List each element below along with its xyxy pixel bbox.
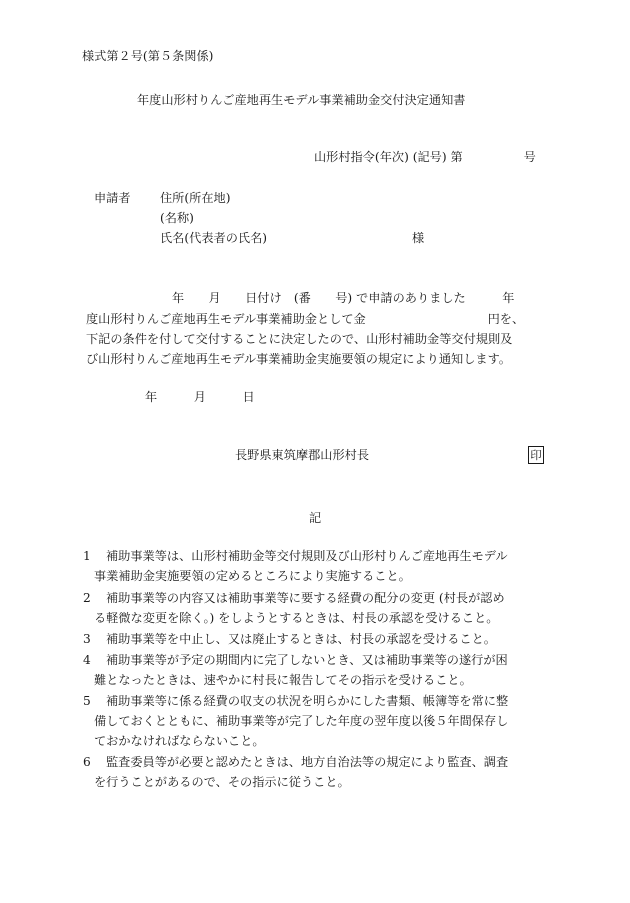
form-number: 様式第２号(第５条関係) xyxy=(82,49,214,63)
address-label: 住所(所在地) xyxy=(160,191,231,205)
representative-label: 氏名(代表者の氏名) xyxy=(160,231,268,245)
name-label: (名称) xyxy=(160,211,194,225)
list-item-line: 補助事業等に係る経費の収支の状況を明らかにした書類、帳簿等を常に整 xyxy=(106,694,509,708)
list-item-number: 6 xyxy=(83,755,91,769)
applicant-label: 申請者 xyxy=(94,191,131,205)
list-item-line: る軽微な変更を除く。) をしようとするときは、村長の承認を受けること。 xyxy=(94,611,499,625)
list-item-line: 備しておくとともに、補助事業等が完了した年度の翌年度以後５年間保存し xyxy=(94,714,509,728)
list-item-line: 補助事業等を中止し、又は廃止するときは、村長の承認を受けること。 xyxy=(106,632,496,646)
list-item-number: 4 xyxy=(83,653,91,667)
body-line: 下記の条件を付して交付することに決定したので、山形村補助金等交付規則及 xyxy=(86,332,513,346)
list-item-line: 難となったときは、速やかに村長に報告してその指示を受けること。 xyxy=(94,673,472,687)
body-line: び山形村りんご産地再生モデル事業補助金実施要領の規定により通知します。 xyxy=(86,352,511,366)
list-item-line: 監査委員等が必要と認めたときは、地方自治法等の規定により監査、調査 xyxy=(106,755,509,769)
list-item-number: 2 xyxy=(83,591,91,605)
honorific: 様 xyxy=(412,231,425,245)
body-line: 年 月 日付け (番 号) で申請のありました 年 xyxy=(172,291,515,305)
body-line: 度山形村りんご産地再生モデル事業補助金として金 円を、 xyxy=(86,312,525,326)
list-item-line: 補助事業等が予定の期間内に完了しないとき、又は補助事業等の遂行が困 xyxy=(106,653,508,667)
ki-heading: 記 xyxy=(309,511,322,525)
list-item-line: 事業補助金実施要領の定めるところにより実施すること。 xyxy=(94,569,411,583)
issuer-name: 長野県東筑摩郡山形村長 xyxy=(235,448,370,462)
list-item-number: 3 xyxy=(83,632,91,646)
seal-stamp: 印 xyxy=(528,446,544,464)
document-title: 年度山形村りんご産地再生モデル事業補助金交付決定通知書 xyxy=(137,93,466,107)
list-item-line: 補助事業等の内容又は補助事業等に要する経費の配分の変更 (村長が認め xyxy=(106,591,505,605)
list-item-line: ておかなければならないこと。 xyxy=(94,734,265,748)
list-item-line: を行うことがあるので、その指示に従うこと。 xyxy=(94,775,350,789)
list-item-number: 1 xyxy=(83,549,91,563)
reference-number: 山形村指令(年次) (記号) 第 号 xyxy=(314,150,536,164)
notice-date: 年 月 日 xyxy=(145,390,255,404)
list-item-number: 5 xyxy=(83,694,91,708)
list-item-line: 補助事業等は、山形村補助金等交付規則及び山形村りんご産地再生モデル xyxy=(106,549,508,563)
